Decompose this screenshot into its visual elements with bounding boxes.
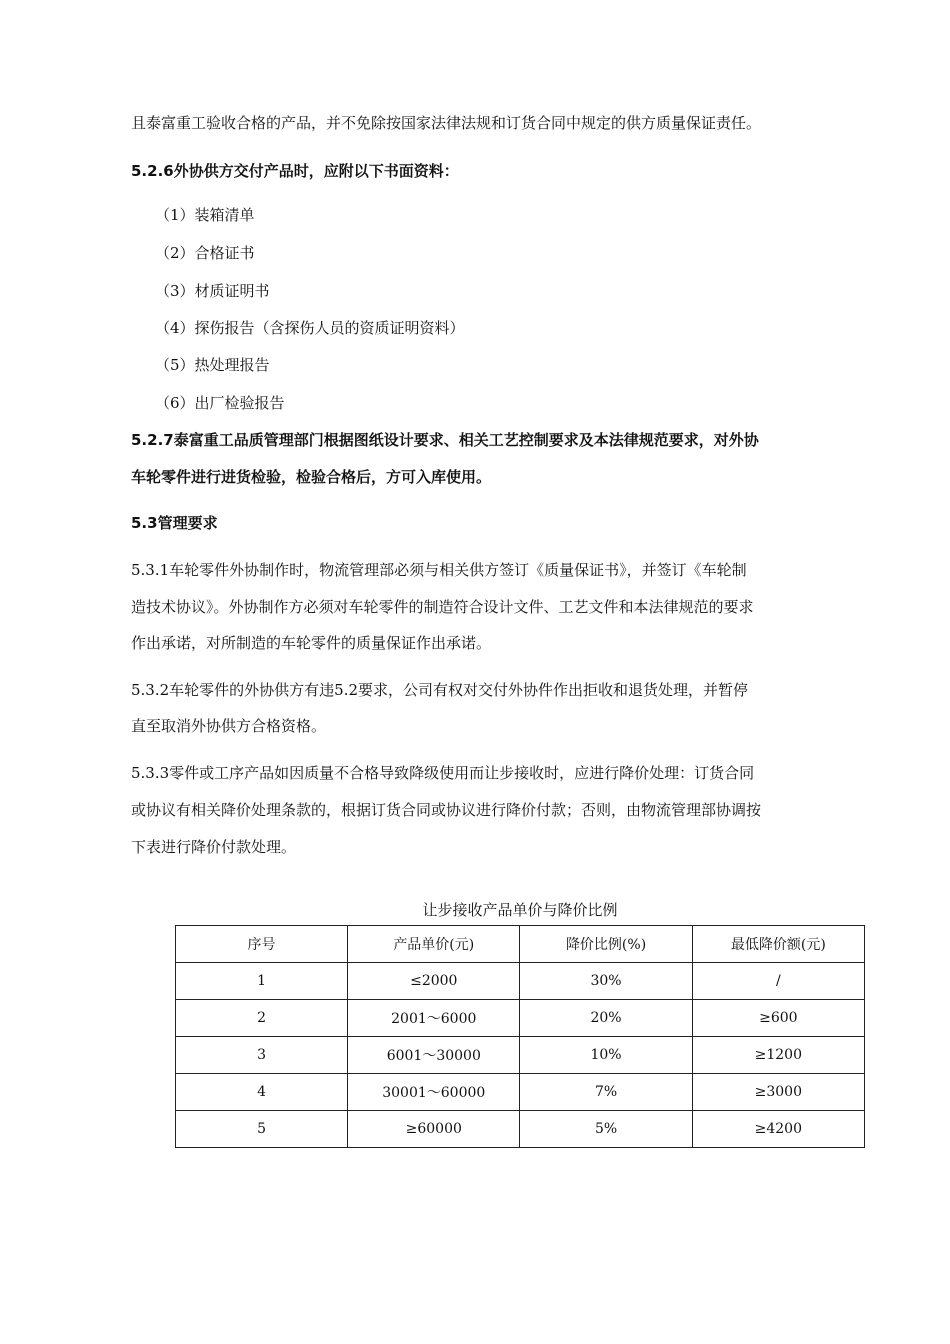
table-row (176, 1037, 865, 1074)
table-cell: ≥4200 (692, 1111, 864, 1148)
list-item: （3）材质证明书 (155, 282, 270, 300)
table-header: 最低降价额(元) (692, 926, 864, 963)
table-cell: / (692, 963, 864, 1000)
table-caption: 让步接收产品单价与降价比例 (422, 901, 618, 919)
price-reduction-table (175, 925, 865, 1148)
list-item: （5）热处理报告 (155, 356, 270, 374)
table-row (176, 963, 865, 1000)
paragraph-text: 造技术协议》。外协制作方必须对车轮零件的制造符合设计文件、工艺文件和本法律规范的要求 (131, 598, 754, 616)
table-cell: 30001～60000 (348, 1074, 520, 1111)
table-cell: 7% (520, 1074, 692, 1111)
section-heading-5-2-7: 5.2.7泰富重工品质管理部门根据图纸设计要求、相关工艺控制要求及本法律规范要求，对外协 (131, 431, 759, 449)
section-heading-5-2-7-cont: 车轮零件进行进货检验，检验合格后，方可入库使用。 (131, 468, 492, 486)
table-header: 产品单价(元) (348, 926, 520, 963)
table-cell: ≥60000 (348, 1111, 520, 1148)
paragraph-text: 5.3.1车轮零件外协制作时，物流管理部必须与相关供方签订《质量保证书》，并签订《车轮制 (131, 561, 747, 579)
table-cell: ≤2000 (348, 963, 520, 1000)
table-cell: 1 (176, 963, 348, 1000)
paragraph-text: 直至取消外协供方合格资格。 (131, 717, 327, 735)
table-header: 降价比例(%) (520, 926, 692, 963)
table-row (176, 1000, 865, 1037)
list-item: （6）出厂检验报告 (155, 394, 285, 412)
paragraph-text: 5.3.2车轮零件的外协供方有违5.2要求，公司有权对交付外协件作出拒收和退货处理，并暂停 (131, 681, 749, 699)
table-cell: 6001～30000 (348, 1037, 520, 1074)
paragraph-text: 作出承诺，对所制造的车轮零件的质量保证作出承诺。 (131, 634, 492, 652)
section-heading-5-2-6: 5.2.6外协供方交付产品时，应附以下书面资料： (131, 162, 459, 180)
table-cell: 2001～6000 (348, 1000, 520, 1037)
table-cell: 2 (176, 1000, 348, 1037)
section-heading-5-3: 5.3管理要求 (131, 514, 218, 532)
table-row (176, 1074, 865, 1111)
table-header: 序号 (176, 926, 348, 963)
paragraph-text: 5.3.3零件或工序产品如因质量不合格导致降级使用而让步接收时，应进行降价处理：订货合同 (131, 764, 755, 782)
table-cell: ≥3000 (692, 1074, 864, 1111)
table-cell: ≥1200 (692, 1037, 864, 1074)
table-row (176, 1111, 865, 1148)
table-cell: 10% (520, 1037, 692, 1074)
table-cell: ≥600 (692, 1000, 864, 1037)
paragraph-text: 下表进行降价付款处理。 (131, 838, 297, 856)
paragraph-text: 或协议有相关降价处理条款的，根据订货合同或协议进行降价付款；否则，由物流管理部协调按 (131, 801, 762, 819)
table-cell: 5 (176, 1111, 348, 1148)
table-cell: 3 (176, 1037, 348, 1074)
table-header-row (176, 926, 865, 963)
table-cell: 20% (520, 1000, 692, 1037)
list-item: （2）合格证书 (155, 244, 255, 262)
table-cell: 30% (520, 963, 692, 1000)
list-item: （4）探伤报告（含探伤人员的资质证明资料） (155, 319, 465, 337)
paragraph-text: 且泰富重工验收合格的产品，并不免除按国家法律法规和订货合同中规定的供方质量保证责任。 (131, 114, 762, 132)
list-item: （1）装箱清单 (155, 206, 255, 224)
table-cell: 4 (176, 1074, 348, 1111)
table-cell: 5% (520, 1111, 692, 1148)
